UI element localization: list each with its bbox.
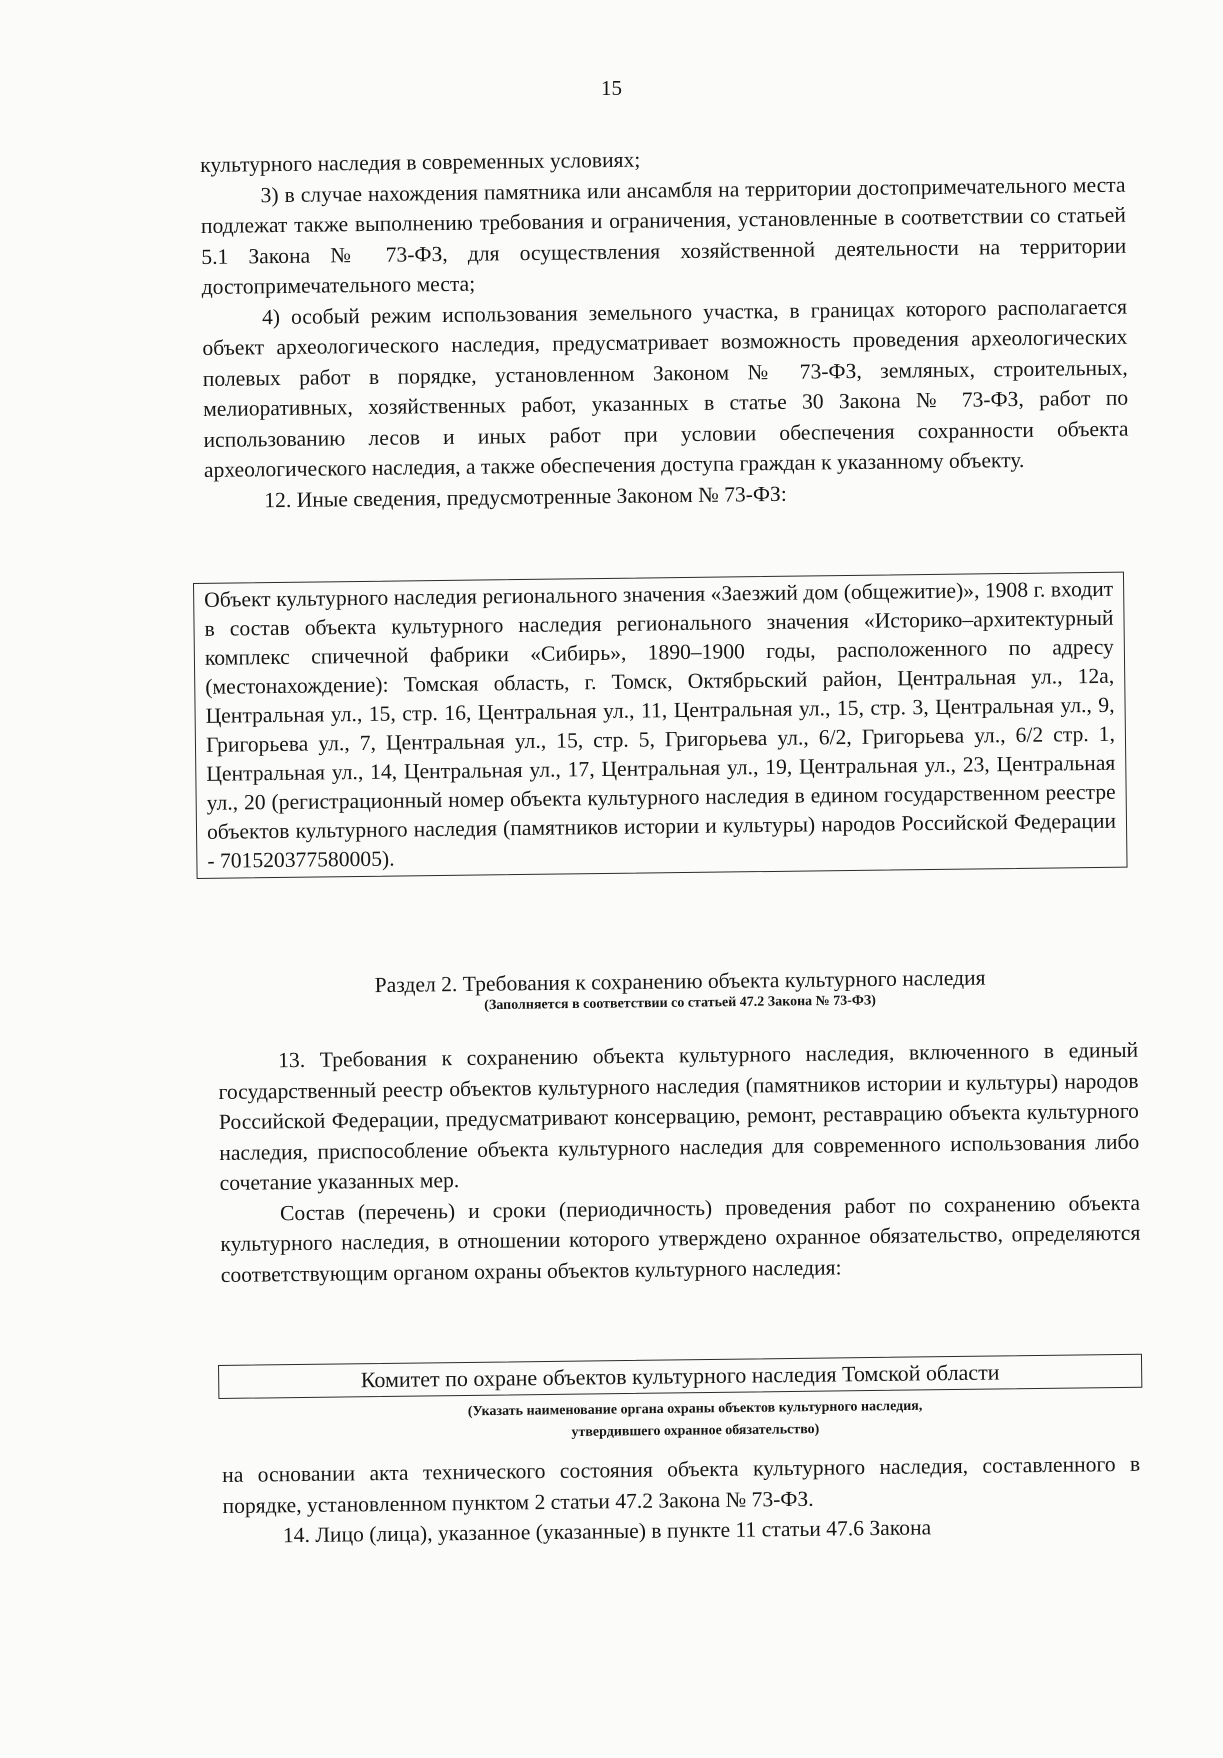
clause-13	[218, 1035, 1141, 1290]
page-number: 15	[601, 76, 622, 100]
authority-name-box: Комитет по охране объектов культурного наследия Томской области	[218, 1354, 1142, 1399]
section-2-title: Раздел 2. Требования к сохранению объекта культурного наследия	[374, 965, 986, 998]
authority-note-line: (Указать наименование органа охраны объектов культурного наследия,	[467, 1398, 923, 1420]
paragraph: на основании акта технического состояния объекта культурного наследия, составленного в порядке, установленном пунктом 2 статьи 47.2 Закона № 73-ФЗ.	[222, 1451, 1141, 1518]
paragraph: 14. Лицо (лица), указанное (указанные) в пункте 11 статьи 47.6 Закона	[282, 1515, 932, 1548]
paragraph: Состав (перечень) и сроки (периодичность) проведения работ по сохранению объекта культурного наследия, в отношении которого утверждено охранное обязательство, определяются соответствующим органом охраны объектов культурного наследия:	[220, 1190, 1141, 1287]
paragraph: культурного наследия в современных условиях;	[200, 147, 641, 177]
clause-14	[222, 1449, 1141, 1552]
authority-note-line: утвердившего охранное обязательство)	[571, 1422, 820, 1441]
clause-12-heading: 12. Иные сведения, предусмотренные Законом № 73-ФЗ:	[264, 481, 787, 512]
paragraph: 3) в случае нахождения памятника или ансамбля на территории достопримечательного места подлежат также выполнению требования и ограничения, установленные в соответствии со статьей 5.1 Закона № 73-ФЗ, для осуществления хозяйственной деятельности на территории достопримечательного места;	[200, 172, 1127, 299]
paragraph: 13. Требования к сохранению объекта культурного наследия, включенного в единый государственный реестр объектов культурного наследия (памятников истории и культуры) народов Российской Федерации, предусматривают консервацию, ремонт, реставрацию объекта культурного наследия, приспособление объекта культурного наследия для современного использования либо сочетание указанных мер.	[218, 1037, 1140, 1195]
other-info-box: Объект культурного наследия регионального значения «Заезжий дом (общежитие)», 1908 г. входит в состав объекта культурного наследия регионального значения «Историко–архитектурный комплекс спичечной фабрики «Сибирь», 1890–1900 годы, расположенного по адресу (местонахождение): Томская область, г. Томск, Октябрьский район, Центральная ул., 12а, Центральная ул., 15, стр. 16, Центральная ул., 11, Центральная ул., 15, стр. 3, Центральная ул., 9, Григорьева ул., 7, Центральная ул., 15, стр. 5, Григорьева ул., 6/2, Григорьева ул., 6/2 стр. 1, Центральная ул., 14, Центральная ул., 17, Центральная ул., 19, Центральная ул., 23, Центральная ул., 20 (регистрационный номер объекта культурного наследия в едином государственном реестре объектов культурного наследия (памятников истории и культуры) народов Российской Федерации - 701520377580005).	[193, 572, 1128, 879]
paragraph: 4) особый режим использования земельного участка, в границах которого располагается объект археологического наследия, предусматривает возможность проведения археологических полевых работ в порядке, установленном Законом № 73-ФЗ, земляных, строительных, мелиоративных, хозяйственных работ, указанных в статье 30 Закона № 73-ФЗ, работ по использованию лесов и иных работ при условии обеспечения сохранности объекта археологического наследия, а также обеспечения доступа граждан к указанному объекту.	[202, 294, 1129, 482]
section-2-note: (Заполняется в соответствии со статьей 47.2 Закона № 73-ФЗ)	[484, 993, 876, 1014]
clause-11-continuation	[200, 139, 1129, 516]
authority-note	[330, 1394, 1060, 1447]
